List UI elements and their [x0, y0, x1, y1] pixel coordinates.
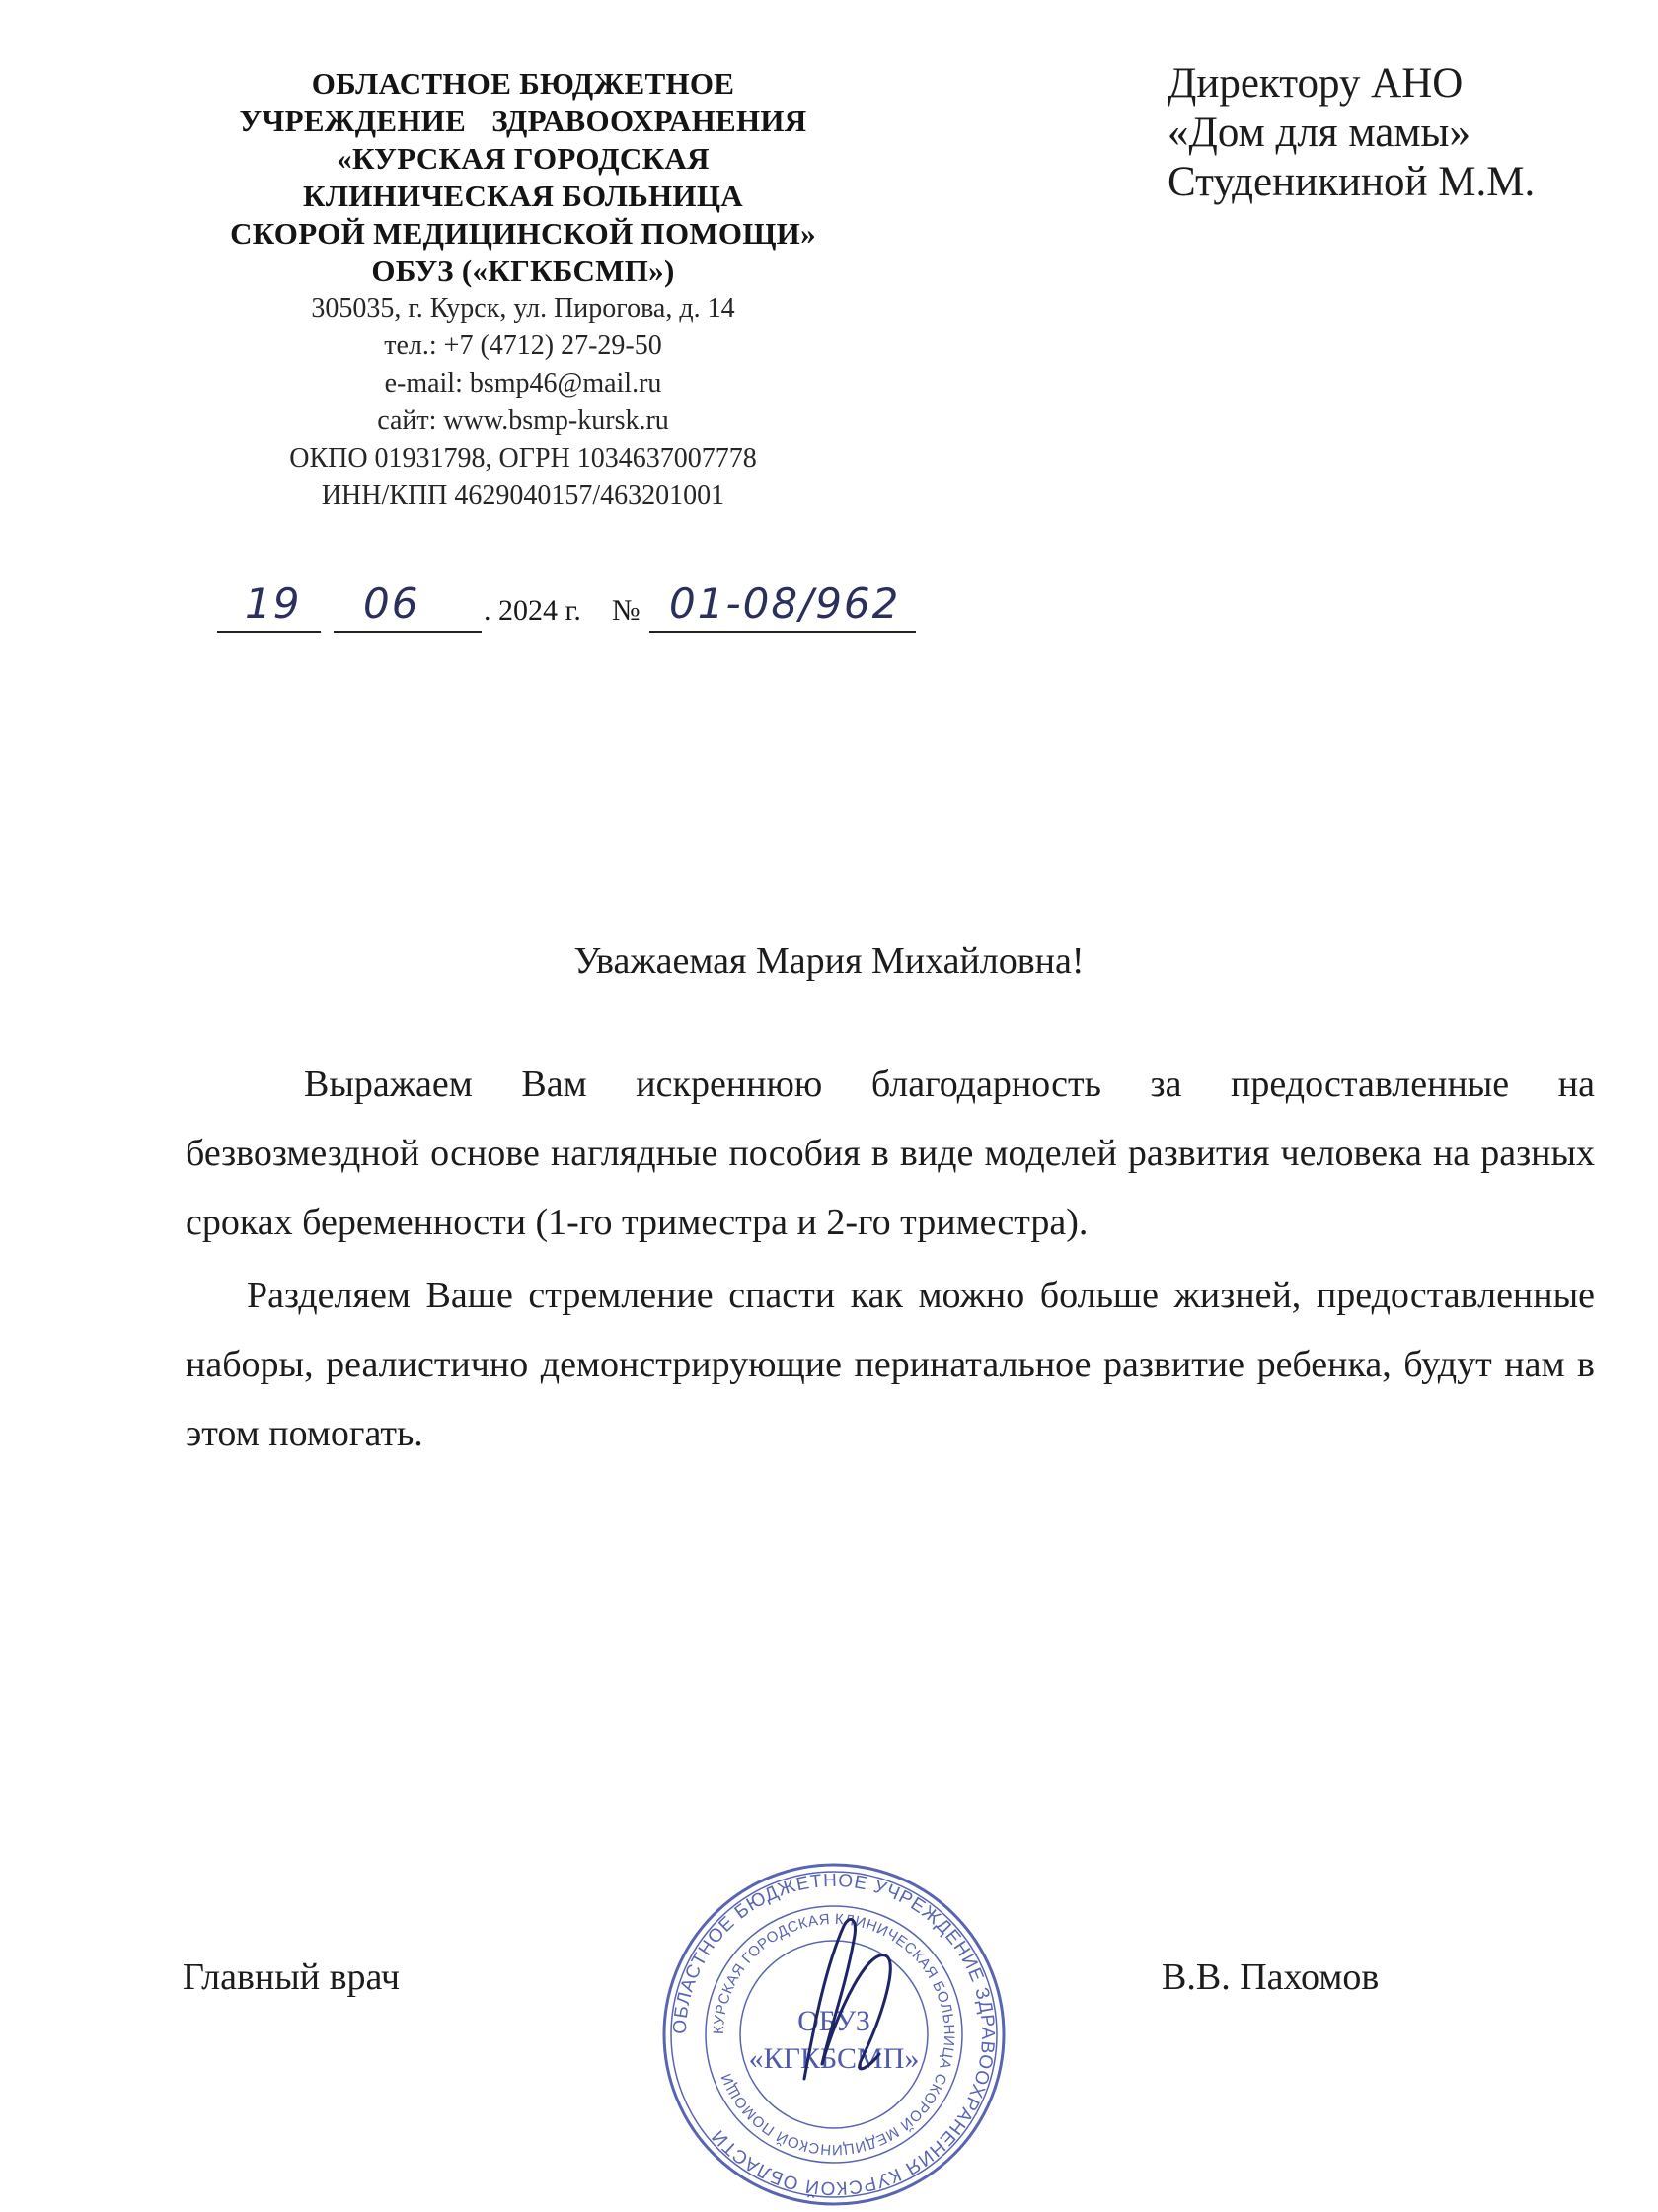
letterhead [158, 65, 888, 515]
seal-center-text: «КГКБСМП» [748, 2042, 920, 2075]
org-name-line: ОБЛАСТНОЕ БЮДЖЕТНОЕ [311, 66, 735, 101]
org-phone: тел.: +7 (4712) 27-29-50 [384, 331, 662, 361]
addressee-position: Директору АНО [1168, 60, 1464, 107]
org-name-line: КЛИНИЧЕСКАЯ БОЛЬНИЦА [303, 179, 743, 213]
salutation: Уважаемая Мария Михайловна! [573, 940, 1085, 982]
org-short-name: ОБУЗ («КГКБСМП») [371, 254, 675, 288]
letter-paragraph: Выражаем Вам искреннюю благодарность за предоставленные на безвозмездной основе наглядные пособия в виде моделей развития человека на разных сроках беременности (1-го триместра и 2-го триместра). [186, 1064, 1595, 1243]
letter-paragraph: Разделяем Ваше стремление спасти как можно больше жизней, предоставленные наборы, реалистично демонстрирующие перинатальное развитие ребенка, будут нам в этом помогать. [186, 1275, 1595, 1454]
org-name-line: УЧРЕЖДЕНИЕ ЗДРАВООХРАНЕНИЯ [239, 104, 807, 138]
org-okpo-ogrn: ОКПО 01931798, ОГРН 1034637007778 [289, 443, 757, 474]
org-website: сайт: www.bsmp-kursk.ru [377, 406, 669, 436]
org-address: 305035, г. Курск, ул. Пирогова, д. 14 [311, 293, 735, 324]
date-month-field [334, 579, 482, 633]
addressee-name: Студеникиной М.М. [1168, 159, 1536, 205]
addressee-organization: «Дом для мамы» [1168, 110, 1470, 156]
date-year: . 2024 г. [484, 594, 581, 627]
signatory-name: В.В. Пахомов [1162, 1956, 1380, 1998]
signatory-title: Главный врач [183, 1956, 400, 1998]
outgoing-number: 01-08/962 [669, 579, 901, 627]
outgoing-number-field [649, 579, 916, 633]
date-day: 19 [245, 579, 302, 627]
date-day-field [217, 579, 321, 633]
org-name-line: «КУРСКАЯ ГОРОДСКАЯ [337, 141, 710, 176]
seal-inner-text: КУРСКАЯ ГОРОДСКАЯ КЛИНИЧЕСКАЯ БОЛЬНИЦА СКОРОЙ МЕДИЦИНСКОЙ ПОМОЩИ [710, 1910, 958, 2159]
official-seal [656, 1857, 1012, 2212]
seal-outer-text: ОБЛАСТНОЕ БЮДЖЕТНОЕ УЧРЕЖДЕНИЕ ЗДРАВООХРАНЕНИЯ КУРСКОЙ ОБЛАСТИ [669, 1870, 999, 2199]
org-name-line: СКОРОЙ МЕДИЦИНСКОЙ ПОМОЩИ» [230, 216, 816, 251]
date-month: 06 [363, 579, 420, 627]
org-inn-kpp: ИНН/КПП 4629040157/463201001 [321, 480, 725, 511]
org-email: e-mail: bsmp46@mail.ru [384, 368, 662, 399]
seal-center-text: ОБУЗ [797, 2005, 870, 2037]
number-sign: № [612, 594, 641, 627]
addressee-block [1168, 59, 1535, 207]
